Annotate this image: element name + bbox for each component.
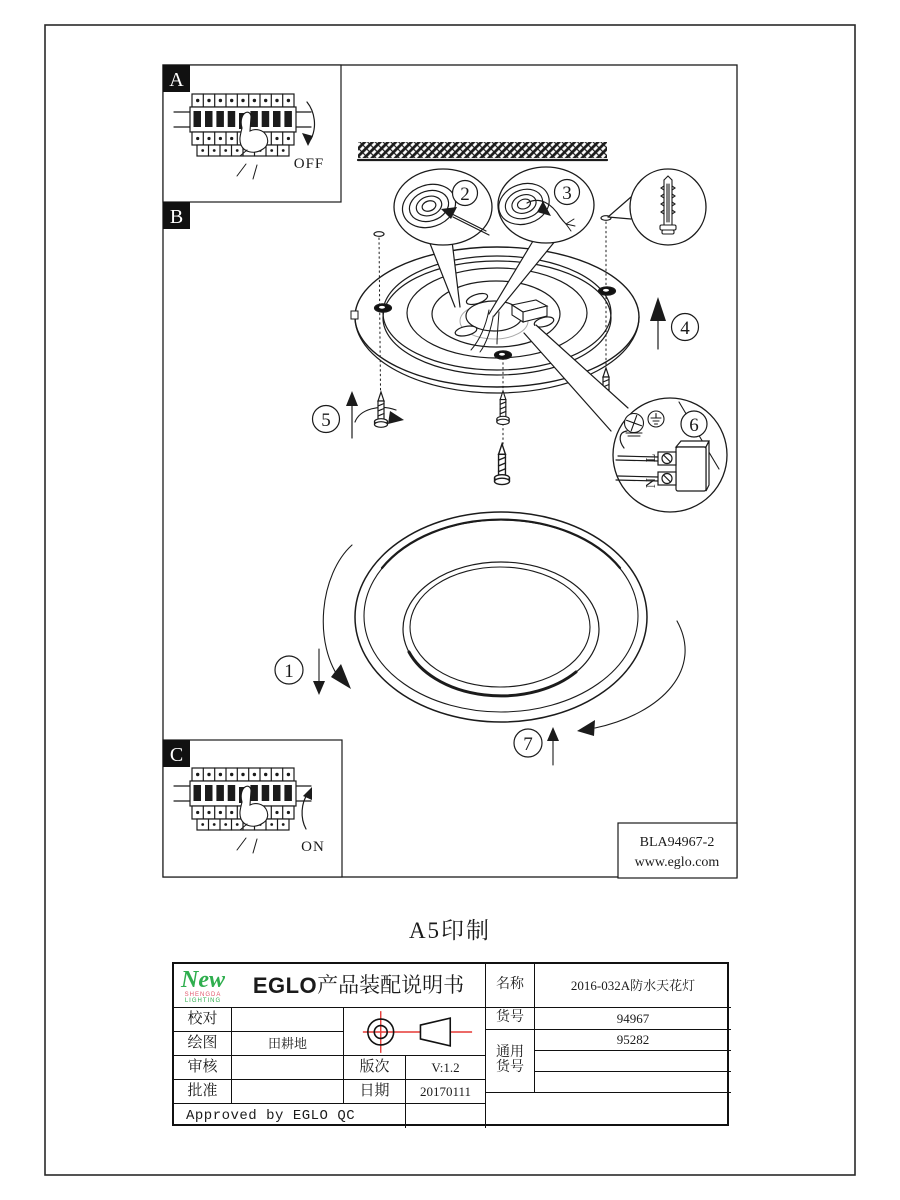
title-block: [172, 962, 729, 1126]
mounting-plate: [351, 247, 639, 393]
section-b-label: B: [169, 206, 184, 228]
off-label: OFF: [293, 156, 325, 172]
draw-value: 田耕地: [231, 1031, 343, 1055]
step-4-callout: [650, 297, 699, 349]
first-angle-projection-icon: [344, 1008, 485, 1056]
section-b: [163, 202, 190, 229]
version-label: 版次: [343, 1055, 405, 1079]
document-title: [232, 974, 485, 997]
approve-value: [231, 1079, 343, 1103]
step-5-callout: [313, 391, 405, 438]
step-5-number: 5: [321, 410, 331, 431]
model-info-box: [618, 823, 737, 878]
common-number-blank-2: [534, 1071, 731, 1092]
step-7-number: 7: [523, 734, 533, 755]
terminal-neutral-label: N: [644, 477, 659, 489]
anchor-detail-balloon: [608, 169, 706, 245]
section-a-label: A: [169, 69, 184, 91]
approved-blank-cell: [405, 1103, 485, 1128]
title-brand: EGLO: [252, 972, 318, 998]
approved-note: Approved by EGLO QC: [174, 1103, 405, 1128]
name-label: 名称: [485, 964, 534, 1007]
step-1-callout: [275, 545, 352, 695]
bottom-right-blank-cell: [485, 1092, 731, 1128]
review-value: [231, 1055, 343, 1079]
callout-6-balloon: [524, 325, 727, 512]
terminal-live-label: L: [644, 453, 659, 463]
approve-label: 批准: [174, 1079, 231, 1103]
proof-value: [231, 1007, 343, 1031]
panel-a: [163, 65, 341, 202]
common-number-value: 95282: [534, 1029, 731, 1050]
date-label: 日期: [343, 1079, 405, 1103]
proof-label: 校对: [174, 1007, 231, 1031]
shengda-logo: [174, 968, 232, 1004]
title-block-header: [174, 964, 485, 1007]
panel-c: [163, 740, 342, 877]
step-4-number: 4: [680, 318, 690, 339]
step-1-number: 1: [284, 661, 294, 682]
earth-symbol-icon: [648, 411, 664, 427]
on-label: ON: [301, 839, 325, 855]
step-2-number: 2: [460, 184, 470, 205]
step-6-number: 6: [689, 415, 699, 436]
item-number-label: 货号: [485, 1007, 534, 1029]
lamp-body: [355, 512, 647, 722]
logo-brand: New: [181, 966, 225, 993]
print-format-note: A5印制: [408, 918, 492, 943]
date-value: 20170111: [405, 1079, 485, 1103]
logo-line1: SHENGDA: [184, 991, 222, 998]
step-7-callout: [514, 621, 685, 765]
name-value: 2016-032A防水天花灯: [534, 964, 731, 1007]
title-text: 产品装配说明书: [317, 973, 465, 998]
item-number-value: 94967: [534, 1007, 731, 1029]
section-c-label: C: [169, 744, 184, 766]
logo-line2: LIGHTING: [184, 997, 222, 1004]
common-number-blank-1: [534, 1050, 731, 1071]
step-3-number: 3: [562, 183, 572, 204]
ceiling-hatch: [358, 142, 607, 160]
callout-2-balloon: [394, 169, 492, 307]
review-label: 审核: [174, 1055, 231, 1079]
model-code: BLA94967-2: [639, 835, 715, 850]
common-number-label: 通用货号: [485, 1029, 534, 1092]
ground-screw-icon: [624, 413, 645, 436]
projection-symbol-cell: [343, 1007, 485, 1055]
draw-label: 绘图: [174, 1031, 231, 1055]
version-value: V:1.2: [405, 1055, 485, 1079]
website-url: www.eglo.com: [634, 855, 720, 870]
